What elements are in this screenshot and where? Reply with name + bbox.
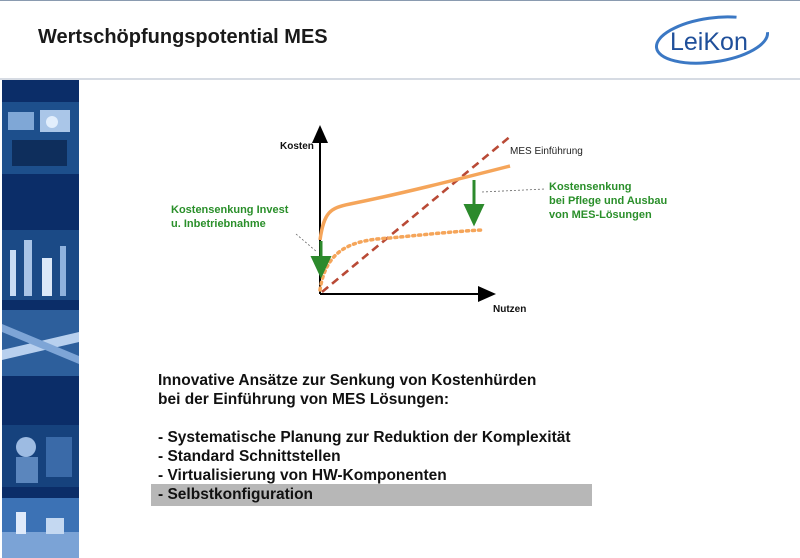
right-annotation-line: Kostensenkung (549, 181, 632, 193)
slide-title: Wertschöpfungspotential MES (38, 26, 328, 48)
spacer (158, 409, 598, 428)
mes-introduction-label: MES Einführung (510, 146, 583, 157)
bullet-item: - Standard Schnittstellen (158, 448, 341, 465)
left-annotation (171, 204, 289, 230)
right-annotation-leader (482, 189, 545, 192)
y-axis-label: Kosten (280, 141, 314, 152)
bullet-item-highlighted: - Selbstkonfiguration (158, 486, 313, 503)
bullet-item: - Virtualisierung von HW-Komponenten (158, 467, 447, 484)
text-heading-line: Innovative Ansätze zur Senkung von Kostenhürden (158, 372, 537, 389)
right-annotation-line: bei Pflege und Ausbau (549, 195, 668, 207)
left-annotation-line: u. Inbetriebnahme (171, 218, 266, 230)
left-annotation-line: Kostensenkung Invest (171, 204, 289, 216)
x-axis-label: Nutzen (493, 304, 527, 315)
reduced-cost-curve (320, 230, 482, 290)
mes-introduction-line (322, 135, 512, 292)
bullet-item: - Systematische Planung zur Reduktion der Komplexität (158, 429, 571, 446)
text-block (158, 371, 598, 504)
right-annotation-line: von MES-Lösungen (549, 209, 652, 221)
right-annotation (549, 181, 667, 221)
text-heading-line: bei der Einführung von MES Lösungen: (158, 391, 450, 408)
logo-text: LeiKon (670, 28, 748, 56)
left-annotation-leader (296, 234, 317, 252)
